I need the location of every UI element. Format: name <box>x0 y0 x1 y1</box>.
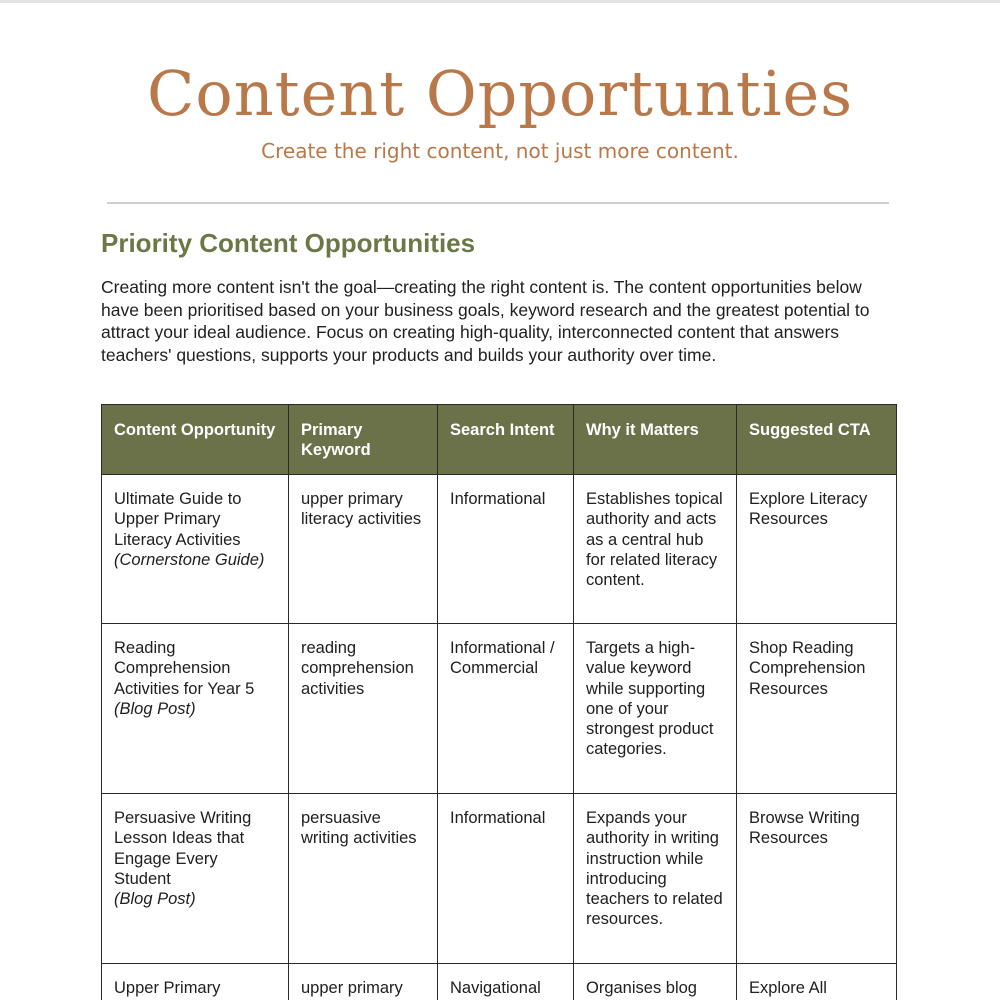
table-row <box>102 794 897 964</box>
cell-keyword: persuasive writing activities <box>289 794 438 964</box>
content-type: (Cornerstone Guide) <box>114 550 265 569</box>
header-why-it-matters: Why it Matters <box>574 405 737 475</box>
header-primary-keyword: Primary Keyword <box>289 405 438 475</box>
cell-cta: Shop Reading Comprehension Resources <box>737 624 897 794</box>
document-subtitle: Create the right content, not just more content. <box>261 139 739 163</box>
opportunity-title: Persuasive Writing Lesson Ideas that Engage Every Student <box>114 809 252 888</box>
cell-cta: Explore All <box>737 964 897 1000</box>
page-top-edge <box>0 0 1000 3</box>
cell-cta: Browse Writing Resources <box>737 794 897 964</box>
table-row <box>102 964 897 1000</box>
cell-intent: Informational <box>438 475 574 624</box>
header-content-opportunity: Content Opportunity <box>102 405 289 475</box>
cell-cta: Explore Literacy Resources <box>737 475 897 624</box>
opportunity-title: Ultimate Guide to Upper Primary Literacy Activities <box>114 490 242 549</box>
cell-opportunity <box>102 475 289 624</box>
cell-keyword: upper primary literacy activities <box>289 475 438 624</box>
cell-intent: Informational / Commercial <box>438 624 574 794</box>
cell-why: Expands your authority in writing instruction while introducing teachers to related resources. <box>574 794 737 964</box>
cell-keyword: upper primary <box>289 964 438 1000</box>
table-header-row <box>102 405 897 475</box>
section-heading: Priority Content Opportunities <box>101 228 476 258</box>
cell-why: Targets a high-value keyword while supporting one of your strongest product categories. <box>574 624 737 794</box>
opportunity-title: Upper Primary <box>114 979 221 997</box>
document-title: Content Opportunties <box>146 57 854 130</box>
header-suggested-cta: Suggested CTA <box>737 405 897 475</box>
cell-why: Organises blog <box>574 964 737 1000</box>
content-type: (Blog Post) <box>114 890 196 909</box>
cell-keyword: reading comprehension activities <box>289 624 438 794</box>
cell-why: Establishes topical authority and acts as a central hub for related literacy content. <box>574 475 737 624</box>
intro-paragraph: Creating more content isn't the goal—creating the right content is. The content opportunities below have been prioritised based on your business goals, keyword research and the greatest potential to attract your ideal audience. Focus on creating high-quality, interconnected content that answers teachers' questions, supports your products and builds your authority over time. <box>101 277 870 365</box>
cell-intent: Navigational <box>438 964 574 1000</box>
content-type: (Blog Post) <box>114 699 196 718</box>
cell-opportunity <box>102 794 289 964</box>
header-search-intent: Search Intent <box>438 405 574 475</box>
table-row <box>102 475 897 624</box>
content-opportunities-table <box>101 404 897 1000</box>
header-divider <box>107 202 889 204</box>
opportunity-title: Reading Comprehension Activities for Year 5 <box>114 639 255 698</box>
cell-opportunity <box>102 964 289 1000</box>
cell-intent: Informational <box>438 794 574 964</box>
table-row <box>102 624 897 794</box>
cell-opportunity <box>102 624 289 794</box>
